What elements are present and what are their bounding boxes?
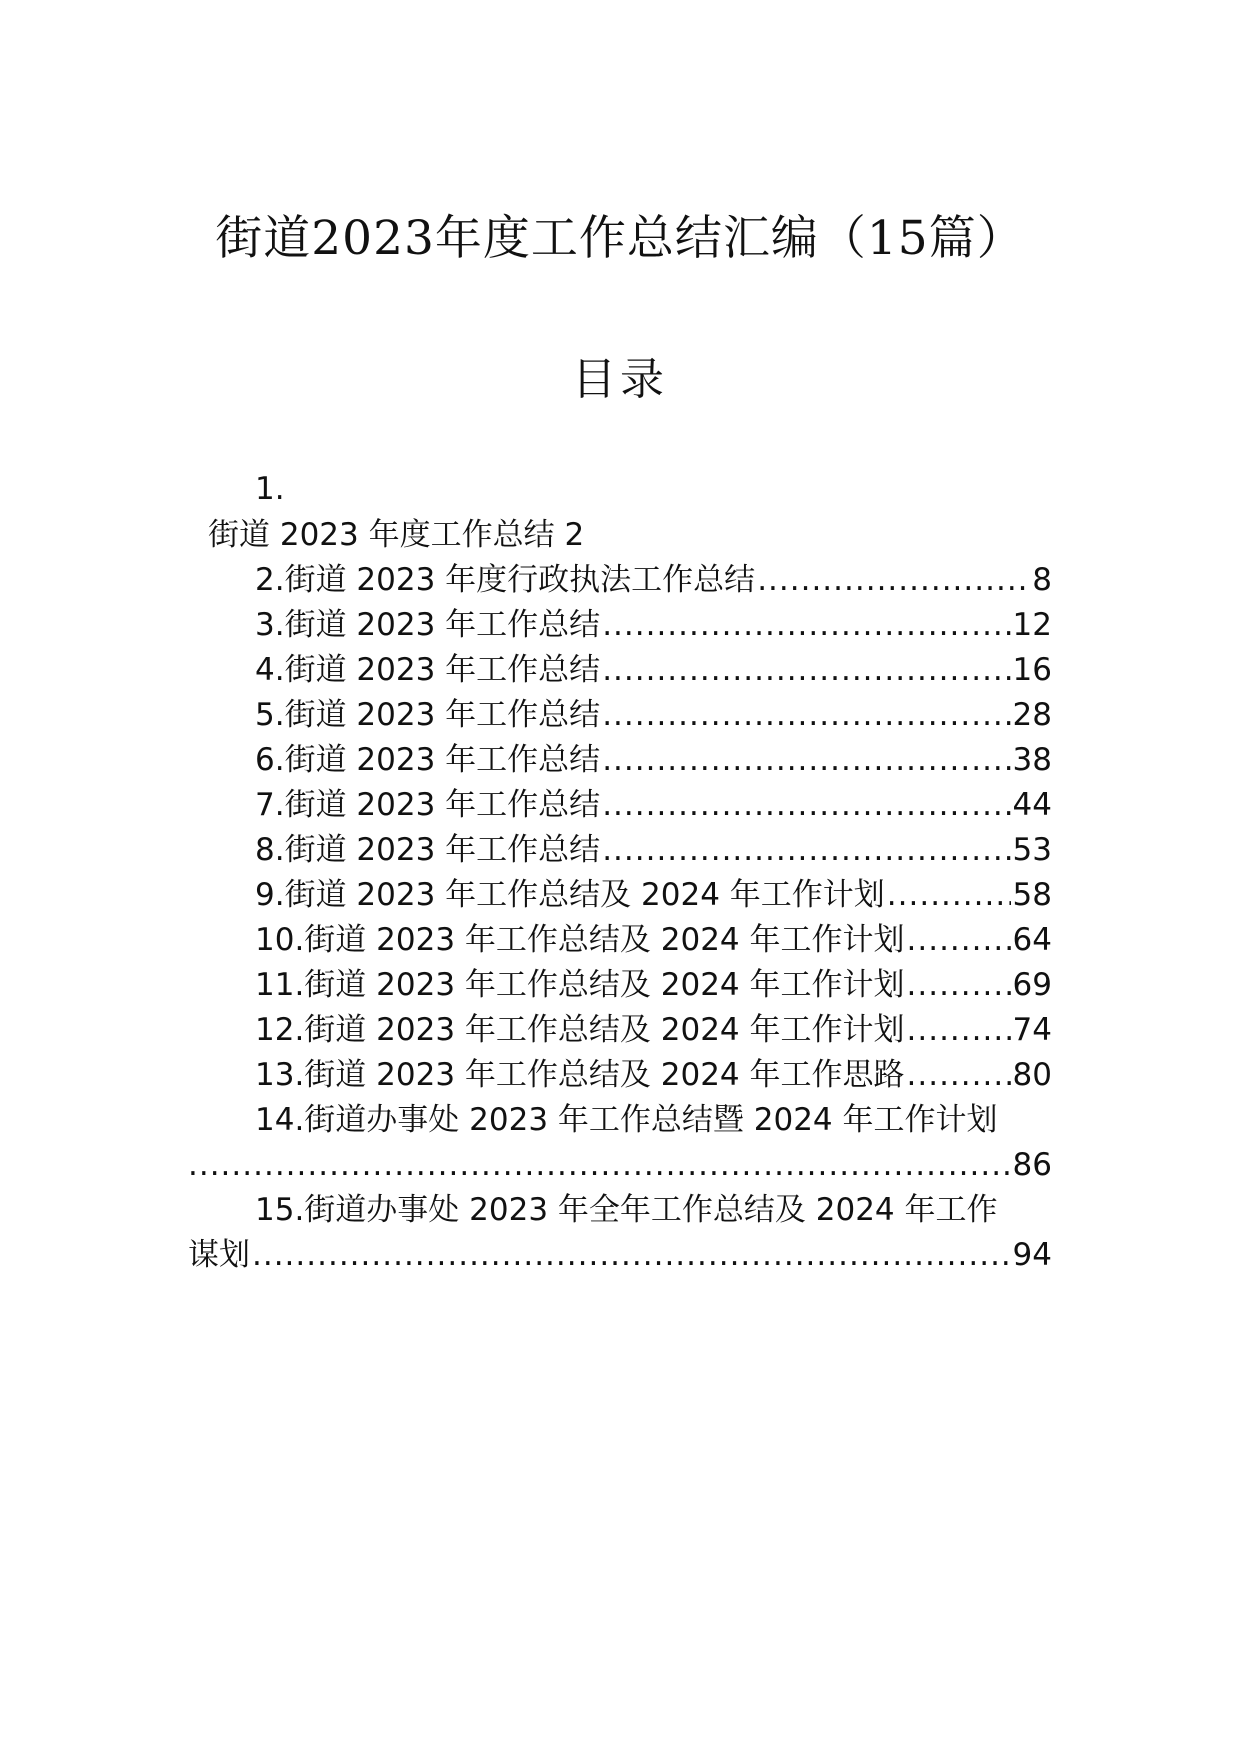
- toc-leader-dots: [252, 1233, 1011, 1278]
- toc-entry-page: 38: [1012, 742, 1052, 778]
- toc-leader-dots: [907, 963, 1011, 1008]
- toc-entry[interactable]: [255, 693, 1052, 738]
- toc-entry[interactable]: [255, 648, 1052, 693]
- toc-leader-dots: [602, 603, 1010, 648]
- title-count: 15: [866, 211, 929, 266]
- toc-entry-page: 16: [1012, 652, 1052, 688]
- toc-item-15-leader[interactable]: [188, 1233, 1052, 1278]
- toc-entry[interactable]: [255, 873, 1052, 918]
- toc-entry-label: 10.街道 2023 年工作总结及 2024 年工作计划: [255, 922, 905, 958]
- toc-entry-label: 5.街道 2023 年工作总结: [255, 697, 601, 733]
- document-title: [0, 208, 1240, 270]
- toc-entry-page: 58: [1012, 877, 1052, 913]
- toc-entry-label: 8.街道 2023 年工作总结: [255, 832, 601, 868]
- toc-entry-page: 8: [1032, 562, 1052, 598]
- toc-leader-dots: [757, 558, 1030, 603]
- toc-leader-dots: [602, 693, 1010, 738]
- toc-entry-label: 7.街道 2023 年工作总结: [255, 787, 601, 823]
- toc-entry[interactable]: [255, 558, 1052, 603]
- toc-leader-dots: [602, 648, 1010, 693]
- toc-leader-dots: [907, 1008, 1011, 1053]
- toc-entry-page: 86: [1012, 1147, 1052, 1183]
- toc-leader-dots: [602, 783, 1010, 828]
- toc-entry-label: 13.街道 2023 年工作总结及 2024 年工作思路: [255, 1057, 905, 1093]
- toc-entry-page: 28: [1012, 697, 1052, 733]
- toc-entry-page: 64: [1012, 922, 1052, 958]
- toc-entry-label: 12.街道 2023 年工作总结及 2024 年工作计划: [255, 1012, 905, 1048]
- toc-entry[interactable]: [255, 738, 1052, 783]
- toc-entry[interactable]: [255, 828, 1052, 873]
- toc-entry-label: 谋划: [188, 1237, 250, 1273]
- title-year: 2023: [311, 211, 435, 266]
- toc-entry-page: 80: [1012, 1057, 1052, 1093]
- toc-entry-label: 2.街道 2023 年度行政执法工作总结: [255, 562, 756, 598]
- toc-entry-label: 4.街道 2023 年工作总结: [255, 652, 601, 688]
- toc-entry-label: 9.街道 2023 年工作总结及 2024 年工作计划: [255, 877, 885, 913]
- toc-leader-dots: [188, 1143, 1011, 1188]
- toc-leader-dots: [887, 873, 1011, 918]
- toc-leader-dots: [602, 738, 1010, 783]
- title-suffix: 篇）: [928, 211, 1025, 266]
- toc-entry-page: 74: [1012, 1012, 1052, 1048]
- toc-entry[interactable]: [255, 1008, 1052, 1053]
- toc-entry-label: 3.街道 2023 年工作总结: [255, 607, 601, 643]
- toc-entry[interactable]: [255, 918, 1052, 963]
- toc-item-14-leader[interactable]: [188, 1143, 1052, 1188]
- toc-item-15-label[interactable]: 15.街道办事处 2023 年全年工作总结及 2024 年工作: [255, 1192, 998, 1228]
- toc-leader-dots: [602, 828, 1010, 873]
- toc-entry-page: 12: [1012, 607, 1052, 643]
- toc-entry[interactable]: [255, 603, 1052, 648]
- toc-entry[interactable]: [255, 963, 1052, 1008]
- toc-leader-dots: [907, 1053, 1011, 1098]
- toc-leader-dots: [907, 918, 1011, 963]
- toc-entry-page: 69: [1012, 967, 1052, 1003]
- toc-entry-label: 6.街道 2023 年工作总结: [255, 742, 601, 778]
- toc-entry[interactable]: [255, 783, 1052, 828]
- toc-item-1-text: 街道 2023 年度工作总结 2: [208, 517, 585, 553]
- toc-item-14-label[interactable]: 14.街道办事处 2023 年工作总结暨 2024 年工作计划: [255, 1102, 998, 1138]
- toc-entry-page: 53: [1012, 832, 1052, 868]
- toc-entry[interactable]: [255, 1053, 1052, 1098]
- title-middle: 年度工作总结汇编（: [434, 211, 867, 266]
- title-prefix: 街道: [215, 211, 312, 266]
- toc-entry-label: 11.街道 2023 年工作总结及 2024 年工作计划: [255, 967, 905, 1003]
- toc-entry-page: 94: [1012, 1237, 1052, 1273]
- toc-entry-page: 44: [1012, 787, 1052, 823]
- toc-heading: 目录: [572, 354, 668, 405]
- toc-item-1-number: 1.: [255, 471, 285, 507]
